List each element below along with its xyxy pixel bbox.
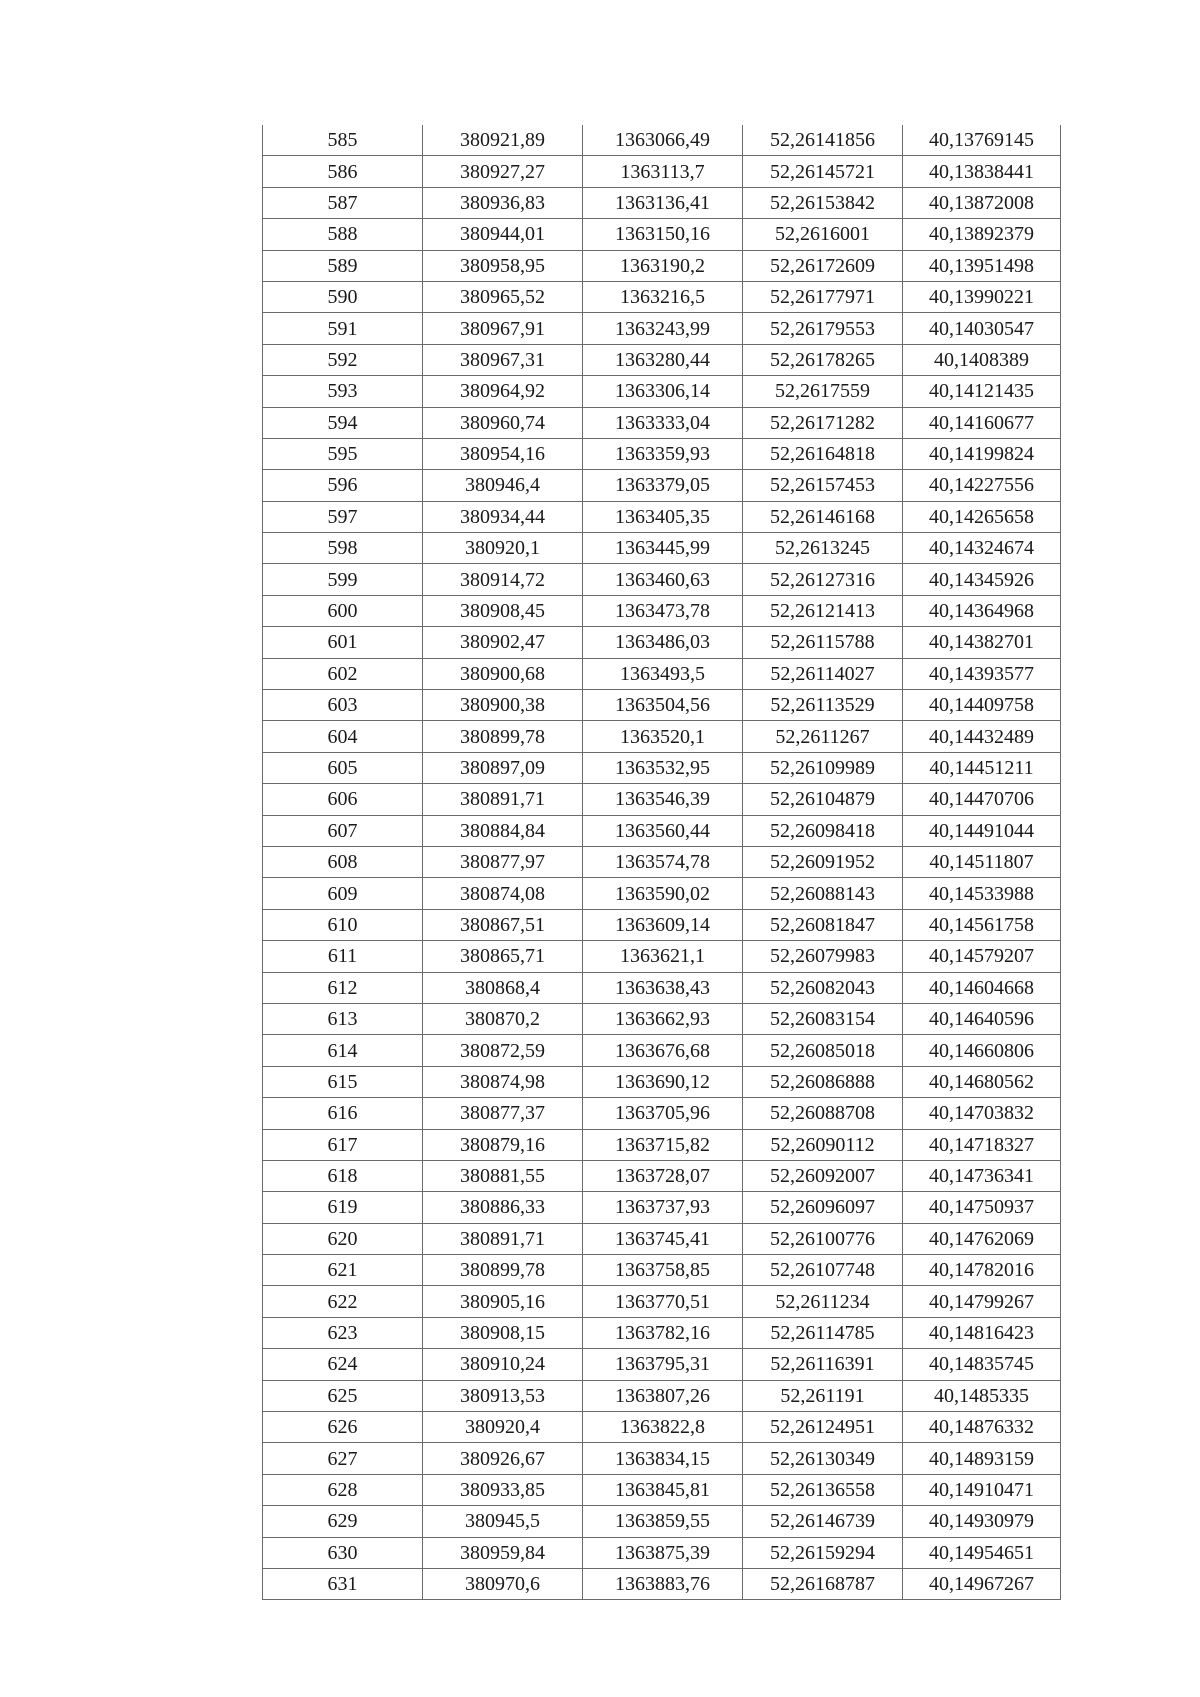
point-number-cell: 601 [263, 627, 423, 658]
y-coordinate-cell: 1363782,16 [583, 1317, 743, 1348]
table-row [263, 470, 1061, 501]
table-row [263, 752, 1061, 783]
point-number-cell: 595 [263, 438, 423, 469]
latitude-cell: 52,26081847 [743, 909, 903, 940]
x-coordinate-cell: 380933,85 [423, 1474, 583, 1505]
x-coordinate-cell: 380927,27 [423, 156, 583, 187]
x-coordinate-cell: 380908,15 [423, 1317, 583, 1348]
latitude-cell: 52,2611267 [743, 721, 903, 752]
point-number-cell: 611 [263, 941, 423, 972]
latitude-cell: 52,26092007 [743, 1160, 903, 1191]
table-row [263, 878, 1061, 909]
longitude-cell: 40,14604668 [903, 972, 1061, 1003]
longitude-cell: 40,14703832 [903, 1098, 1061, 1129]
longitude-cell: 40,14121435 [903, 376, 1061, 407]
longitude-cell: 40,13892379 [903, 219, 1061, 250]
x-coordinate-cell: 380877,37 [423, 1098, 583, 1129]
table-row [263, 595, 1061, 626]
latitude-cell: 52,26083154 [743, 1003, 903, 1034]
longitude-cell: 40,14954651 [903, 1537, 1061, 1568]
y-coordinate-cell: 1363883,76 [583, 1568, 743, 1599]
table-row [263, 1160, 1061, 1191]
table-row [263, 125, 1061, 156]
y-coordinate-cell: 1363728,07 [583, 1160, 743, 1191]
point-number-cell: 606 [263, 784, 423, 815]
longitude-cell: 40,14736341 [903, 1160, 1061, 1191]
point-number-cell: 607 [263, 815, 423, 846]
coordinates-table [262, 125, 1061, 1600]
latitude-cell: 52,26146739 [743, 1506, 903, 1537]
latitude-cell: 52,26146168 [743, 501, 903, 532]
point-number-cell: 608 [263, 846, 423, 877]
latitude-cell: 52,26159294 [743, 1537, 903, 1568]
x-coordinate-cell: 380905,16 [423, 1286, 583, 1317]
latitude-cell: 52,2616001 [743, 219, 903, 250]
x-coordinate-cell: 380945,5 [423, 1506, 583, 1537]
x-coordinate-cell: 380908,45 [423, 595, 583, 626]
longitude-cell: 40,14382701 [903, 627, 1061, 658]
x-coordinate-cell: 380920,1 [423, 533, 583, 564]
y-coordinate-cell: 1363807,26 [583, 1380, 743, 1411]
latitude-cell: 52,26145721 [743, 156, 903, 187]
longitude-cell: 40,14345926 [903, 564, 1061, 595]
latitude-cell: 52,26091952 [743, 846, 903, 877]
table-row [263, 1098, 1061, 1129]
x-coordinate-cell: 380965,52 [423, 281, 583, 312]
latitude-cell: 52,26085018 [743, 1035, 903, 1066]
table-row [263, 846, 1061, 877]
table-row [263, 281, 1061, 312]
y-coordinate-cell: 1363243,99 [583, 313, 743, 344]
longitude-cell: 40,14511807 [903, 846, 1061, 877]
coordinates-table-body [263, 125, 1061, 1600]
table-row [263, 1223, 1061, 1254]
x-coordinate-cell: 380960,74 [423, 407, 583, 438]
table-row [263, 564, 1061, 595]
y-coordinate-cell: 1363190,2 [583, 250, 743, 281]
latitude-cell: 52,26171282 [743, 407, 903, 438]
point-number-cell: 623 [263, 1317, 423, 1348]
table-row [263, 1286, 1061, 1317]
y-coordinate-cell: 1363795,31 [583, 1349, 743, 1380]
latitude-cell: 52,26121413 [743, 595, 903, 626]
point-number-cell: 598 [263, 533, 423, 564]
longitude-cell: 40,14835745 [903, 1349, 1061, 1380]
y-coordinate-cell: 1363445,99 [583, 533, 743, 564]
y-coordinate-cell: 1363113,7 [583, 156, 743, 187]
point-number-cell: 624 [263, 1349, 423, 1380]
latitude-cell: 52,26096097 [743, 1192, 903, 1223]
y-coordinate-cell: 1363216,5 [583, 281, 743, 312]
longitude-cell: 40,1408389 [903, 344, 1061, 375]
x-coordinate-cell: 380914,72 [423, 564, 583, 595]
longitude-cell: 40,14967267 [903, 1568, 1061, 1599]
latitude-cell: 52,26141856 [743, 125, 903, 156]
point-number-cell: 599 [263, 564, 423, 595]
longitude-cell: 40,14782016 [903, 1255, 1061, 1286]
latitude-cell: 52,26082043 [743, 972, 903, 1003]
longitude-cell: 40,14199824 [903, 438, 1061, 469]
longitude-cell: 40,14930979 [903, 1506, 1061, 1537]
longitude-cell: 40,14160677 [903, 407, 1061, 438]
longitude-cell: 40,14227556 [903, 470, 1061, 501]
longitude-cell: 40,14364968 [903, 595, 1061, 626]
y-coordinate-cell: 1363715,82 [583, 1129, 743, 1160]
table-row [263, 690, 1061, 721]
x-coordinate-cell: 380891,71 [423, 784, 583, 815]
y-coordinate-cell: 1363306,14 [583, 376, 743, 407]
y-coordinate-cell: 1363574,78 [583, 846, 743, 877]
x-coordinate-cell: 380920,4 [423, 1412, 583, 1443]
table-row [263, 219, 1061, 250]
x-coordinate-cell: 380913,53 [423, 1380, 583, 1411]
longitude-cell: 40,14799267 [903, 1286, 1061, 1317]
longitude-cell: 40,14893159 [903, 1443, 1061, 1474]
latitude-cell: 52,26127316 [743, 564, 903, 595]
point-number-cell: 614 [263, 1035, 423, 1066]
longitude-cell: 40,14762069 [903, 1223, 1061, 1254]
point-number-cell: 593 [263, 376, 423, 407]
latitude-cell: 52,26098418 [743, 815, 903, 846]
table-row [263, 1380, 1061, 1411]
x-coordinate-cell: 380958,95 [423, 250, 583, 281]
point-number-cell: 591 [263, 313, 423, 344]
y-coordinate-cell: 1363460,63 [583, 564, 743, 595]
y-coordinate-cell: 1363546,39 [583, 784, 743, 815]
table-row [263, 627, 1061, 658]
x-coordinate-cell: 380921,89 [423, 125, 583, 156]
latitude-cell: 52,26115788 [743, 627, 903, 658]
y-coordinate-cell: 1363758,85 [583, 1255, 743, 1286]
latitude-cell: 52,2611234 [743, 1286, 903, 1317]
latitude-cell: 52,26179553 [743, 313, 903, 344]
y-coordinate-cell: 1363590,02 [583, 878, 743, 909]
point-number-cell: 618 [263, 1160, 423, 1191]
x-coordinate-cell: 380936,83 [423, 187, 583, 218]
y-coordinate-cell: 1363822,8 [583, 1412, 743, 1443]
longitude-cell: 40,14579207 [903, 941, 1061, 972]
x-coordinate-cell: 380899,78 [423, 721, 583, 752]
y-coordinate-cell: 1363859,55 [583, 1506, 743, 1537]
point-number-cell: 597 [263, 501, 423, 532]
x-coordinate-cell: 380967,31 [423, 344, 583, 375]
point-number-cell: 596 [263, 470, 423, 501]
longitude-cell: 40,13872008 [903, 187, 1061, 218]
x-coordinate-cell: 380865,71 [423, 941, 583, 972]
table-row [263, 1537, 1061, 1568]
table-row [263, 438, 1061, 469]
longitude-cell: 40,14324674 [903, 533, 1061, 564]
point-number-cell: 609 [263, 878, 423, 909]
table-row [263, 156, 1061, 187]
x-coordinate-cell: 380959,84 [423, 1537, 583, 1568]
latitude-cell: 52,26107748 [743, 1255, 903, 1286]
x-coordinate-cell: 380874,98 [423, 1066, 583, 1097]
table-row [263, 1129, 1061, 1160]
y-coordinate-cell: 1363834,15 [583, 1443, 743, 1474]
y-coordinate-cell: 1363662,93 [583, 1003, 743, 1034]
longitude-cell: 40,13990221 [903, 281, 1061, 312]
latitude-cell: 52,26153842 [743, 187, 903, 218]
table-row [263, 250, 1061, 281]
table-row [263, 501, 1061, 532]
table-row [263, 533, 1061, 564]
x-coordinate-cell: 380967,91 [423, 313, 583, 344]
latitude-cell: 52,26177971 [743, 281, 903, 312]
table-row [263, 1443, 1061, 1474]
point-number-cell: 615 [263, 1066, 423, 1097]
latitude-cell: 52,2617559 [743, 376, 903, 407]
latitude-cell: 52,26178265 [743, 344, 903, 375]
latitude-cell: 52,26088708 [743, 1098, 903, 1129]
latitude-cell: 52,26168787 [743, 1568, 903, 1599]
table-row [263, 721, 1061, 752]
latitude-cell: 52,26086888 [743, 1066, 903, 1097]
table-row [263, 344, 1061, 375]
latitude-cell: 52,26164818 [743, 438, 903, 469]
latitude-cell: 52,26114027 [743, 658, 903, 689]
table-row [263, 1412, 1061, 1443]
point-number-cell: 631 [263, 1568, 423, 1599]
point-number-cell: 628 [263, 1474, 423, 1505]
x-coordinate-cell: 380899,78 [423, 1255, 583, 1286]
point-number-cell: 600 [263, 595, 423, 626]
longitude-cell: 40,14660806 [903, 1035, 1061, 1066]
longitude-cell: 40,14451211 [903, 752, 1061, 783]
table-row [263, 1003, 1061, 1034]
point-number-cell: 594 [263, 407, 423, 438]
y-coordinate-cell: 1363676,68 [583, 1035, 743, 1066]
point-number-cell: 589 [263, 250, 423, 281]
x-coordinate-cell: 380897,09 [423, 752, 583, 783]
x-coordinate-cell: 380867,51 [423, 909, 583, 940]
point-number-cell: 620 [263, 1223, 423, 1254]
longitude-cell: 40,14491044 [903, 815, 1061, 846]
longitude-cell: 40,14393577 [903, 658, 1061, 689]
y-coordinate-cell: 1363280,44 [583, 344, 743, 375]
point-number-cell: 605 [263, 752, 423, 783]
y-coordinate-cell: 1363333,04 [583, 407, 743, 438]
latitude-cell: 52,26100776 [743, 1223, 903, 1254]
y-coordinate-cell: 1363493,5 [583, 658, 743, 689]
x-coordinate-cell: 380902,47 [423, 627, 583, 658]
y-coordinate-cell: 1363066,49 [583, 125, 743, 156]
x-coordinate-cell: 380868,4 [423, 972, 583, 1003]
latitude-cell: 52,26079983 [743, 941, 903, 972]
x-coordinate-cell: 380879,16 [423, 1129, 583, 1160]
point-number-cell: 592 [263, 344, 423, 375]
longitude-cell: 40,13769145 [903, 125, 1061, 156]
x-coordinate-cell: 380964,92 [423, 376, 583, 407]
y-coordinate-cell: 1363532,95 [583, 752, 743, 783]
table-row [263, 784, 1061, 815]
y-coordinate-cell: 1363875,39 [583, 1537, 743, 1568]
longitude-cell: 40,14640596 [903, 1003, 1061, 1034]
latitude-cell: 52,26109989 [743, 752, 903, 783]
point-number-cell: 629 [263, 1506, 423, 1537]
longitude-cell: 40,13838441 [903, 156, 1061, 187]
x-coordinate-cell: 380884,84 [423, 815, 583, 846]
point-number-cell: 625 [263, 1380, 423, 1411]
y-coordinate-cell: 1363609,14 [583, 909, 743, 940]
longitude-cell: 40,14718327 [903, 1129, 1061, 1160]
table-row [263, 1255, 1061, 1286]
longitude-cell: 40,14265658 [903, 501, 1061, 532]
point-number-cell: 613 [263, 1003, 423, 1034]
point-number-cell: 612 [263, 972, 423, 1003]
point-number-cell: 622 [263, 1286, 423, 1317]
table-row [263, 407, 1061, 438]
y-coordinate-cell: 1363520,1 [583, 721, 743, 752]
longitude-cell: 40,14876332 [903, 1412, 1061, 1443]
point-number-cell: 627 [263, 1443, 423, 1474]
y-coordinate-cell: 1363379,05 [583, 470, 743, 501]
y-coordinate-cell: 1363486,03 [583, 627, 743, 658]
point-number-cell: 588 [263, 219, 423, 250]
x-coordinate-cell: 380891,71 [423, 1223, 583, 1254]
point-number-cell: 603 [263, 690, 423, 721]
point-number-cell: 604 [263, 721, 423, 752]
x-coordinate-cell: 380910,24 [423, 1349, 583, 1380]
latitude-cell: 52,26157453 [743, 470, 903, 501]
latitude-cell: 52,26130349 [743, 1443, 903, 1474]
y-coordinate-cell: 1363150,16 [583, 219, 743, 250]
latitude-cell: 52,26116391 [743, 1349, 903, 1380]
longitude-cell: 40,14409758 [903, 690, 1061, 721]
x-coordinate-cell: 380946,4 [423, 470, 583, 501]
y-coordinate-cell: 1363690,12 [583, 1066, 743, 1097]
table-row [263, 1506, 1061, 1537]
longitude-cell: 40,14816423 [903, 1317, 1061, 1348]
longitude-cell: 40,14680562 [903, 1066, 1061, 1097]
y-coordinate-cell: 1363560,44 [583, 815, 743, 846]
point-number-cell: 590 [263, 281, 423, 312]
table-row [263, 1317, 1061, 1348]
x-coordinate-cell: 380874,08 [423, 878, 583, 909]
latitude-cell: 52,26090112 [743, 1129, 903, 1160]
x-coordinate-cell: 380900,68 [423, 658, 583, 689]
longitude-cell: 40,14470706 [903, 784, 1061, 815]
point-number-cell: 630 [263, 1537, 423, 1568]
longitude-cell: 40,14533988 [903, 878, 1061, 909]
x-coordinate-cell: 380926,67 [423, 1443, 583, 1474]
x-coordinate-cell: 380872,59 [423, 1035, 583, 1066]
table-row [263, 376, 1061, 407]
y-coordinate-cell: 1363705,96 [583, 1098, 743, 1129]
table-row [263, 972, 1061, 1003]
table-row [263, 1192, 1061, 1223]
y-coordinate-cell: 1363504,56 [583, 690, 743, 721]
latitude-cell: 52,26104879 [743, 784, 903, 815]
table-row [263, 941, 1061, 972]
point-number-cell: 616 [263, 1098, 423, 1129]
longitude-cell: 40,14561758 [903, 909, 1061, 940]
longitude-cell: 40,1485335 [903, 1380, 1061, 1411]
table-row [263, 1066, 1061, 1097]
x-coordinate-cell: 380970,6 [423, 1568, 583, 1599]
longitude-cell: 40,14910471 [903, 1474, 1061, 1505]
longitude-cell: 40,14030547 [903, 313, 1061, 344]
x-coordinate-cell: 380877,97 [423, 846, 583, 877]
x-coordinate-cell: 380934,44 [423, 501, 583, 532]
latitude-cell: 52,26113529 [743, 690, 903, 721]
y-coordinate-cell: 1363405,35 [583, 501, 743, 532]
x-coordinate-cell: 380900,38 [423, 690, 583, 721]
latitude-cell: 52,26172609 [743, 250, 903, 281]
y-coordinate-cell: 1363770,51 [583, 1286, 743, 1317]
point-number-cell: 626 [263, 1412, 423, 1443]
y-coordinate-cell: 1363845,81 [583, 1474, 743, 1505]
table-row [263, 1349, 1061, 1380]
y-coordinate-cell: 1363136,41 [583, 187, 743, 218]
x-coordinate-cell: 380881,55 [423, 1160, 583, 1191]
y-coordinate-cell: 1363621,1 [583, 941, 743, 972]
table-row [263, 1568, 1061, 1599]
latitude-cell: 52,261191 [743, 1380, 903, 1411]
point-number-cell: 585 [263, 125, 423, 156]
point-number-cell: 619 [263, 1192, 423, 1223]
point-number-cell: 586 [263, 156, 423, 187]
y-coordinate-cell: 1363359,93 [583, 438, 743, 469]
table-row [263, 909, 1061, 940]
table-row [263, 1474, 1061, 1505]
x-coordinate-cell: 380870,2 [423, 1003, 583, 1034]
point-number-cell: 602 [263, 658, 423, 689]
latitude-cell: 52,26088143 [743, 878, 903, 909]
longitude-cell: 40,14750937 [903, 1192, 1061, 1223]
point-number-cell: 617 [263, 1129, 423, 1160]
table-row [263, 658, 1061, 689]
table-row [263, 815, 1061, 846]
y-coordinate-cell: 1363737,93 [583, 1192, 743, 1223]
y-coordinate-cell: 1363473,78 [583, 595, 743, 626]
latitude-cell: 52,26136558 [743, 1474, 903, 1505]
y-coordinate-cell: 1363745,41 [583, 1223, 743, 1254]
latitude-cell: 52,26124951 [743, 1412, 903, 1443]
x-coordinate-cell: 380954,16 [423, 438, 583, 469]
point-number-cell: 587 [263, 187, 423, 218]
table-row [263, 187, 1061, 218]
x-coordinate-cell: 380944,01 [423, 219, 583, 250]
y-coordinate-cell: 1363638,43 [583, 972, 743, 1003]
point-number-cell: 610 [263, 909, 423, 940]
table-row [263, 1035, 1061, 1066]
latitude-cell: 52,26114785 [743, 1317, 903, 1348]
latitude-cell: 52,2613245 [743, 533, 903, 564]
longitude-cell: 40,14432489 [903, 721, 1061, 752]
point-number-cell: 621 [263, 1255, 423, 1286]
x-coordinate-cell: 380886,33 [423, 1192, 583, 1223]
table-row [263, 313, 1061, 344]
longitude-cell: 40,13951498 [903, 250, 1061, 281]
